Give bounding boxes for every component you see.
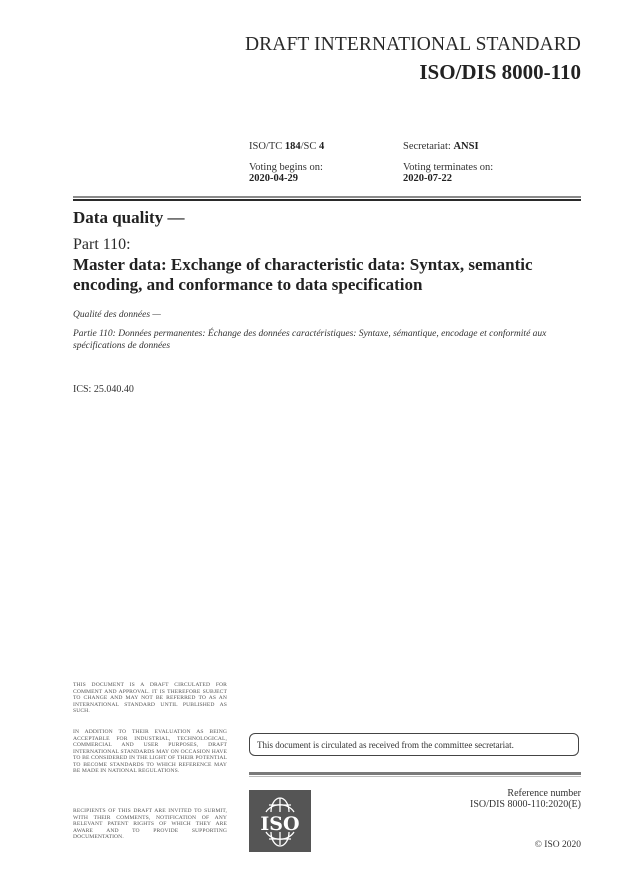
draft-title: DRAFT INTERNATIONAL STANDARD — [245, 34, 581, 55]
committee-sc: 4 — [319, 141, 325, 152]
footer-divider — [249, 772, 581, 777]
evaluation-notice: IN ADDITION TO THEIR EVALUATION AS BEING ACCEPTABLE FOR INDUSTRIAL, TECHNOLOGICAL, COMMERCIAL AND USER PURPOSES, DRAFT INTERNATIONAL STANDARDS MAY ON OCCASION HAVE TO BE CONSIDERED IN THE LIGHT OF THEIR POTENTIAL TO BECOME STANDARDS TO WHICH REFERENCE MAY BE MADE IN NATIONAL REGULATIONS. — [73, 729, 227, 774]
voting-begins-label: Voting begins on: — [249, 162, 323, 173]
committee-sep: /SC — [300, 141, 320, 152]
ics-code: ICS: 25.040.40 — [73, 384, 134, 395]
voting-begins-date: 2020-04-29 — [249, 173, 298, 184]
draft-notice: THIS DOCUMENT IS A DRAFT CIRCULATED FOR COMMENT AND APPROVAL. IT IS THEREFORE SUBJECT TO CHANGE AND MAY NOT BE REFERRED TO AS AN INTERNATIONAL STANDARD UNTIL PUBLISHED AS SUCH. — [73, 682, 227, 714]
voting-terminates-label: Voting terminates on: — [403, 162, 494, 173]
committee-prefix: ISO/TC — [249, 141, 285, 152]
copyright: © ISO 2020 — [534, 840, 581, 850]
reference-number: ISO/DIS 8000-110:2020(E) — [469, 799, 581, 810]
iso-globe-icon — [249, 790, 311, 852]
circulation-note: This document is circulated as received from the committee secretariat. — [249, 733, 579, 756]
french-part-title: Partie 110: Données permanentes: Échange des données caractéristiques: Syntaxe, sémantique, encodage et conformité aux spécifications de données — [73, 329, 547, 351]
iso-logo — [249, 790, 311, 852]
secretariat-label: Secretariat: — [403, 141, 454, 152]
voting-begins — [249, 162, 323, 184]
reference-label: Reference number — [507, 788, 581, 799]
header-divider — [73, 196, 581, 201]
french-main-title: Qualité des données — — [73, 310, 161, 320]
patent-notice: RECIPIENTS OF THIS DRAFT ARE INVITED TO SUBMIT, WITH THEIR COMMENTS, NOTIFICATION OF ANY RELEVANT PATENT RIGHTS OF WHICH THEY ARE AWARE AND TO PROVIDE SUPPORTING DOCUMENTATION. — [73, 808, 227, 840]
document-number: ISO/DIS 8000-110 — [419, 60, 581, 84]
part-title: Master data: Exchange of characteristic data: Syntax, semantic encoding, and conformance to data specification — [73, 255, 533, 294]
secretariat-value: ANSI — [453, 141, 479, 152]
voting-terminates — [403, 162, 493, 184]
part-label: Part 110: — [73, 236, 131, 253]
main-title: Data quality — — [73, 208, 185, 227]
committee-tc: 184 — [284, 141, 301, 152]
voting-terminates-date: 2020-07-22 — [403, 173, 452, 184]
committee-reference — [249, 141, 324, 152]
svg-text:ISO: ISO — [260, 813, 300, 835]
secretariat — [403, 141, 479, 152]
